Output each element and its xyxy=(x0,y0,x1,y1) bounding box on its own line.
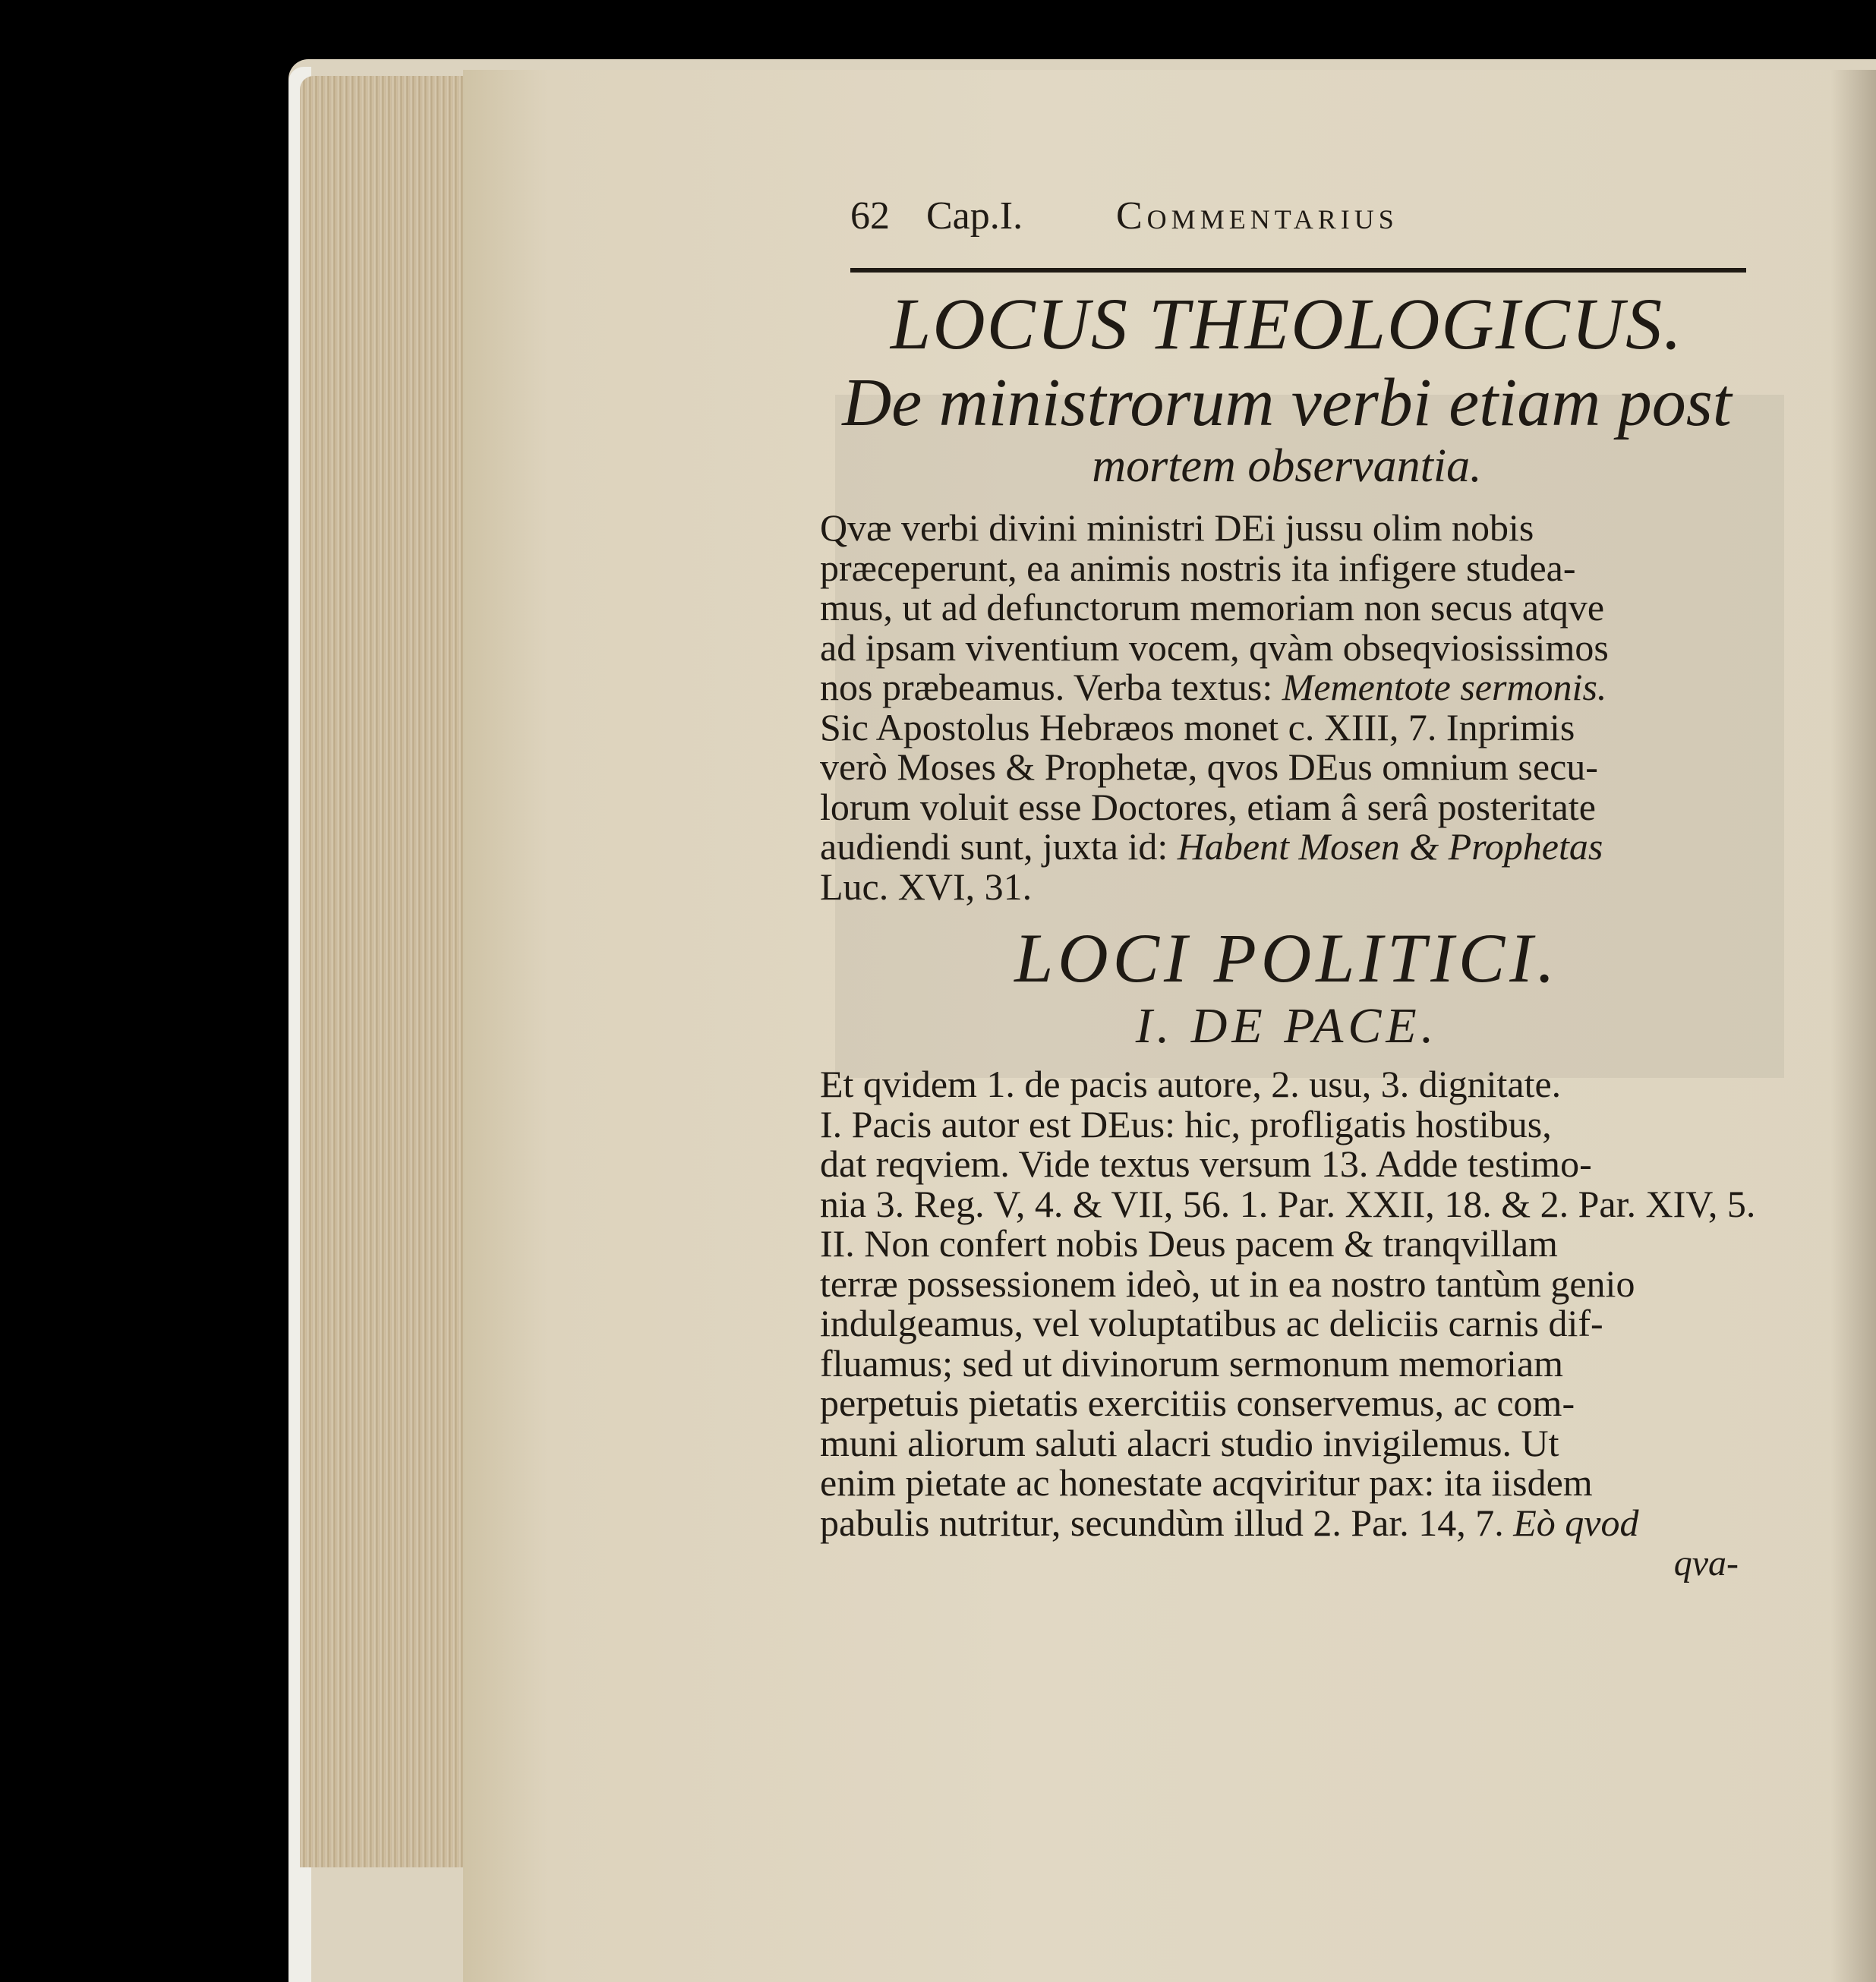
text-line: muni aliorum saluti alacri studio invigilemus. Ut xyxy=(820,1421,1559,1464)
text-line: perpetuis pietatis exercitiis conservemus, ac com- xyxy=(820,1382,1575,1424)
text-line: ad ipsam viventium vocem, qvàm obseqviosissimos xyxy=(820,625,1609,669)
catchword: qva- xyxy=(1673,1543,1739,1583)
text-line: enim pietate ac honestate acqviritur pax: ita iisdem xyxy=(820,1461,1593,1504)
page-number: 62 xyxy=(850,194,890,238)
section-heading-theological: LOCUS THEOLOGICUS. xyxy=(890,283,1684,364)
text-line: mus, ut ad defunctorum memoriam non secus atqve xyxy=(820,586,1605,629)
paragraph-political xyxy=(820,1064,1754,1542)
text-line: II. Non confert nobis Deus pacem & tranqvillam xyxy=(820,1222,1558,1265)
text-line: dat reqviem. Vide textus versum 13. Adde testimo- xyxy=(820,1142,1592,1185)
chapter-label: Cap.I. xyxy=(926,194,1023,238)
section-subheading-2: mortem observantia. xyxy=(1092,440,1482,492)
section-subheading-1: De ministrorum verbi etiam post xyxy=(842,365,1732,440)
running-head xyxy=(820,194,1754,254)
text-line: fluamus; sed ut divinorum sermonum memoriam xyxy=(820,1341,1564,1385)
text-line: Sic Apostolus Hebræos monet c. XIII, 7. Inprimis xyxy=(820,705,1575,748)
text-line: Et qvidem 1. de pacis autore, 2. usu, 3. dignitate. xyxy=(820,1063,1562,1105)
italic-quote: Mementote sermonis. xyxy=(1282,666,1607,708)
paragraph-theological xyxy=(820,508,1754,906)
head-rule xyxy=(850,268,1746,273)
section-heading-political: LOCI POLITICI. xyxy=(1014,919,1559,997)
text-line xyxy=(820,827,1754,867)
running-title: Commentarius xyxy=(1116,194,1398,238)
section-subheading-peace: I. DE PACE. xyxy=(1135,998,1439,1054)
page-edges xyxy=(300,76,478,1867)
text-line xyxy=(820,667,1754,707)
text-line xyxy=(820,1503,1754,1543)
text-line: præceperunt, ea animis nostris ita infigere studea- xyxy=(820,546,1576,589)
italic-quote: Eò qvod xyxy=(1513,1501,1639,1544)
page-text xyxy=(820,194,1754,1585)
text-line: lorum voluit esse Doctores, etiam â serâ posteritate xyxy=(820,785,1596,828)
text-line: I. Pacis autor est DEus: hic, profligatis hostibus, xyxy=(820,1102,1552,1145)
text-line: terræ possessionem ideò, ut in ea nostro tantùm genio xyxy=(820,1262,1635,1305)
text-fragment: pabulis nutritur, secundùm illud 2. Par. 14, 7. xyxy=(820,1501,1504,1544)
text-fragment: audiendi sunt, juxta id: xyxy=(820,825,1168,868)
text-line: Luc. XVI, 31. xyxy=(820,865,1033,908)
italic-quote: Habent Mosen & Prophetas xyxy=(1177,825,1603,868)
page-gutter-shadow xyxy=(1830,70,1876,1982)
text-line: Qvæ verbi divini ministri DEi jussu olim nobis xyxy=(820,506,1534,549)
text-line: nia 3. Reg. V, 4. & VII, 56. 1. Par. XXII, 18. & 2. Par. XIV, 5. xyxy=(820,1182,1756,1225)
text-fragment: nos præbeamus. Verba textus: xyxy=(820,666,1273,708)
text-line: indulgeamus, vel voluptatibus ac deliciis carnis dif- xyxy=(820,1302,1603,1344)
text-line: verò Moses & Prophetæ, qvos DEus omnium secu- xyxy=(820,745,1598,788)
